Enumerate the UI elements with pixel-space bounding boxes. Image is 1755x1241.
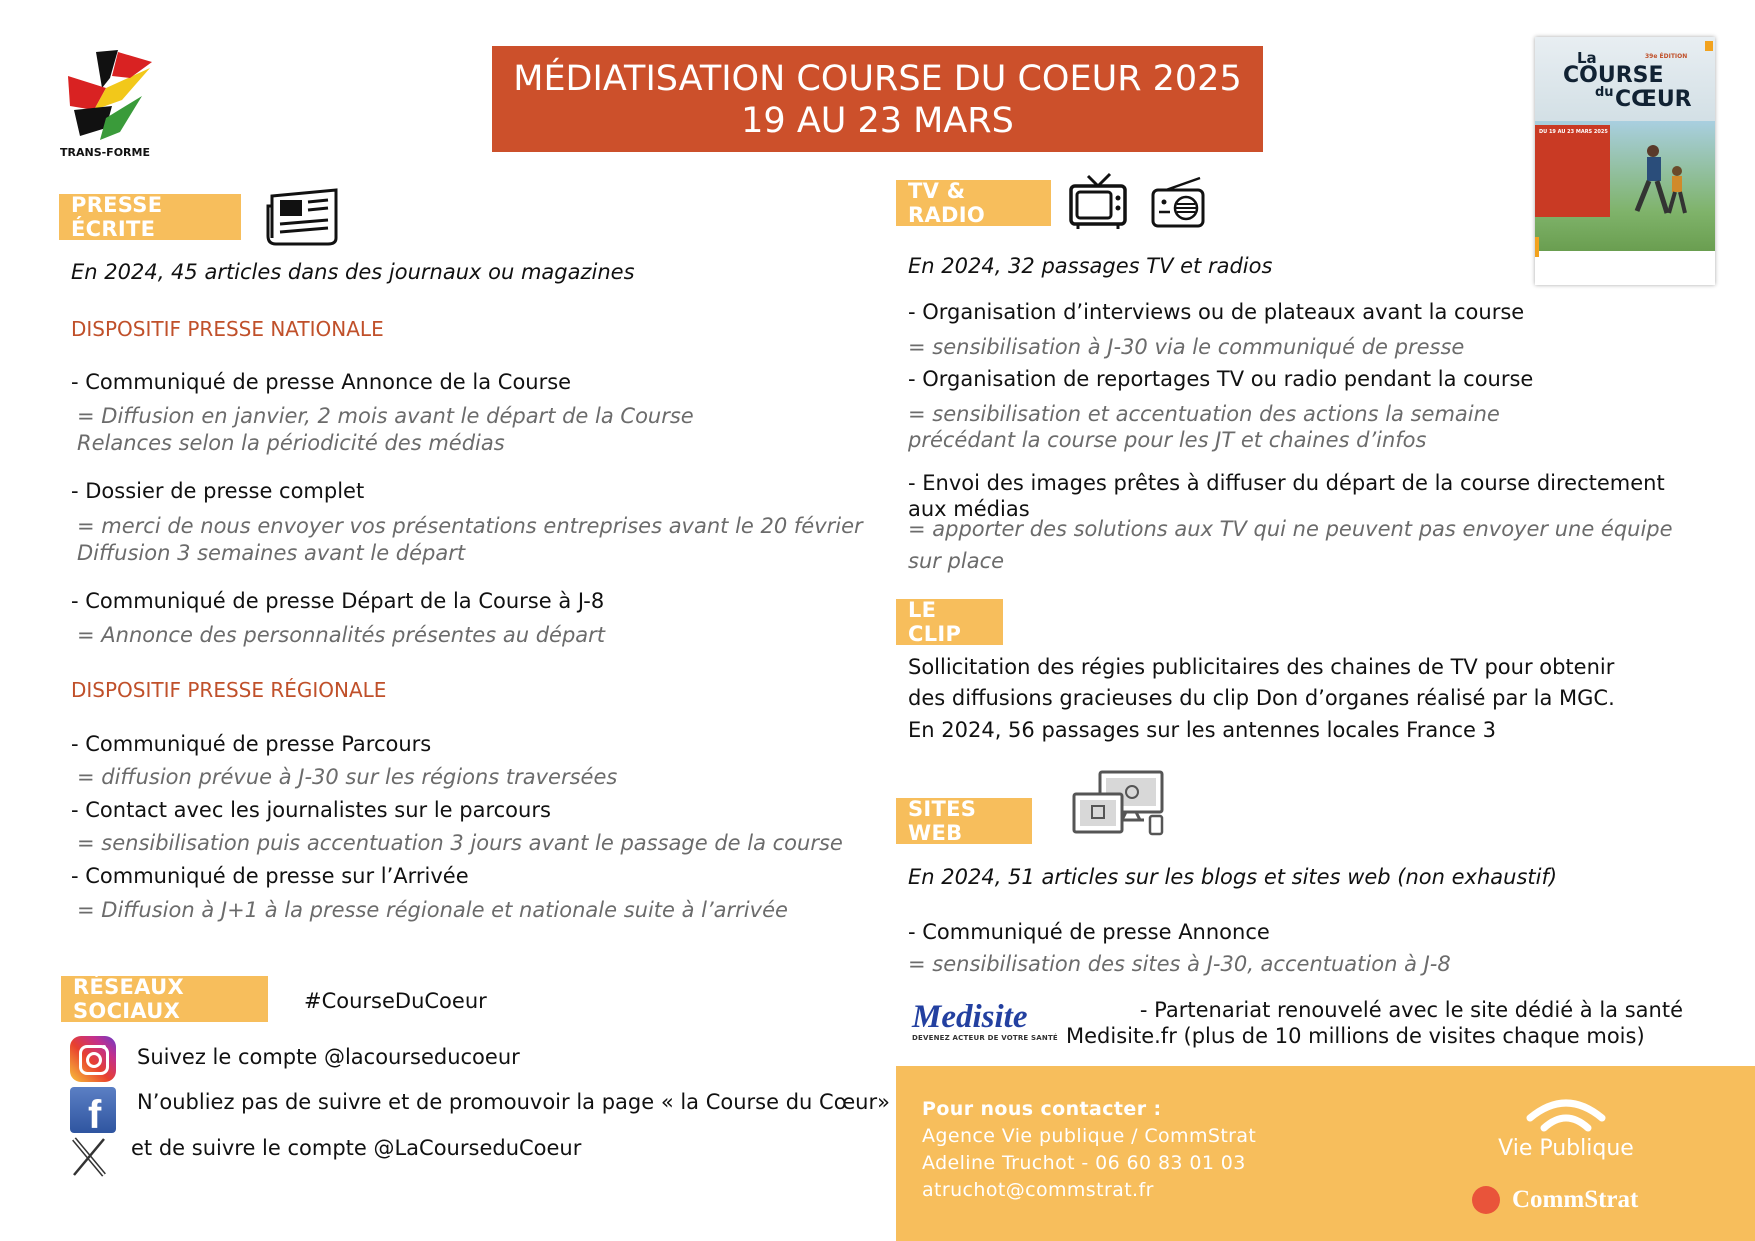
nationale-note: Relances selon la périodicité des médias [77, 431, 505, 455]
regionale-item-contact: - Contact avec les journalistes sur le parcours [71, 798, 551, 822]
poster-title-du: du [1595, 85, 1614, 100]
poster-thumbnail [1535, 37, 1715, 285]
trans-forme-text: TRANS-FORME [60, 146, 150, 159]
contact-box [896, 1066, 1755, 1241]
web-note: = sensibilisation des sites à J-30, accentuation à J-8 [908, 952, 1451, 976]
regionale-item-arrivee: - Communiqué de presse sur l’Arrivée [71, 864, 469, 888]
commstrat-logo [1472, 1186, 1638, 1214]
tv-note: précédant la course pour les JT et chaines d’infos [908, 428, 1427, 452]
facebook-text: N’oubliez pas de suivre et de promouvoir la page « la Course du Cœur» [137, 1090, 890, 1114]
hashtag: #CourseDuCoeur [304, 989, 487, 1013]
page-title: MÉDIATISATION COURSE DU COEUR 2025 [513, 59, 1242, 99]
tv-note: = apporter des solutions aux TV qui ne peuvent pas envoyer une équipe [908, 517, 1673, 541]
tv-item-reportages: - Organisation de reportages TV ou radio pendant la course [908, 367, 1534, 391]
medisite-partner-line: Medisite.fr (plus de 10 millions de visites chaque mois) [1066, 1024, 1645, 1048]
medisite-logo [912, 999, 1058, 1042]
poster-dates: DU 19 AU 23 MARS 2025 [1539, 129, 1608, 135]
commstrat-circle-icon [1472, 1186, 1500, 1214]
vie-publique-text: Vie Publique [1498, 1136, 1634, 1161]
tv-note: sur place [908, 549, 1005, 573]
regionale-note: = diffusion prévue à J-30 sur les régions traversées [77, 765, 618, 789]
poster-runner-icon [1631, 141, 1691, 221]
commstrat-text: CommStrat [1512, 1186, 1639, 1213]
newspaper-icon [262, 186, 342, 248]
presse-regionale-heading: DISPOSITIF PRESSE RÉGIONALE [71, 678, 387, 702]
web-intro: En 2024, 51 articles sur les blogs et sites web (non exhaustif) [908, 865, 1558, 889]
poster-title-coeur: CŒUR [1615, 87, 1692, 112]
x-text: et de suivre le compte @LaCourseduCoeur [131, 1136, 582, 1160]
poster-edition: 39e ÉDITION [1645, 53, 1688, 60]
instagram-text: Suivez le compte @lacourseducoeur [137, 1045, 520, 1069]
tv-note: = sensibilisation à J-30 via le communiqué de presse [908, 335, 1465, 359]
x-twitter-icon[interactable] [70, 1136, 108, 1178]
poster-title-la: La [1577, 49, 1597, 67]
medisite-tagline: DEVENEZ ACTEUR DE VOTRE SANTÉ [912, 1034, 1058, 1042]
nationale-item-depart: - Communiqué de presse Départ de la Course à J-8 [71, 589, 605, 613]
nationale-note: = Annonce des personnalités présentes au départ [77, 623, 606, 647]
tv-icon [1068, 172, 1128, 230]
wifi-icon [1524, 1096, 1608, 1136]
contact-agency: Agence Vie publique / CommStrat [922, 1125, 1257, 1147]
header-banner [492, 46, 1263, 152]
le-clip-tag: LE CLIP [896, 599, 1003, 645]
regionale-note: = sensibilisation puis accentuation 3 jours avant le passage de la course [77, 831, 843, 855]
radio-icon [1150, 176, 1206, 230]
contact-email[interactable]: atruchot@commstrat.fr [922, 1179, 1154, 1201]
contact-phone: Adeline Truchot - 06 60 83 01 03 [922, 1152, 1246, 1174]
vie-publique-logo [1496, 1096, 1636, 1161]
medisite-wordmark: Medisite [912, 999, 1028, 1035]
tv-intro: En 2024, 32 passages TV et radios [908, 254, 1273, 278]
presse-ecrite-tag: PRESSE ÉCRITE [59, 194, 241, 240]
tv-item-interviews: - Organisation d’interviews ou de plateaux avant la course [908, 300, 1525, 324]
medisite-partner-line: - Partenariat renouvelé avec le site dédié à la santé [1139, 998, 1683, 1022]
web-item-annonce: - Communiqué de presse Annonce [908, 920, 1270, 944]
nationale-item-dossier: - Dossier de presse complet [71, 479, 365, 503]
nationale-note: = Diffusion en janvier, 2 mois avant le départ de la Course [77, 404, 694, 428]
presse-intro: En 2024, 45 articles dans des journaux ou magazines [71, 260, 635, 284]
trans-forme-logo [60, 48, 160, 158]
facebook-icon[interactable]: f [70, 1087, 116, 1133]
poster-title-course: COURSE [1563, 63, 1664, 88]
regionale-item-parcours: - Communiqué de presse Parcours [71, 732, 432, 756]
poster-red-panel [1535, 125, 1610, 217]
nationale-note: = merci de nous envoyer vos présentations entreprises avant le 20 février [77, 514, 863, 538]
presse-nationale-heading: DISPOSITIF PRESSE NATIONALE [71, 317, 384, 341]
tv-radio-tag: TV & RADIO [896, 180, 1051, 226]
sites-web-tag: SITES WEB [896, 798, 1032, 844]
trans-forme-emblem-icon [60, 48, 160, 144]
regionale-note: = Diffusion à J+1 à la presse régionale et nationale suite à l’arrivée [77, 898, 788, 922]
clip-line: En 2024, 56 passages sur les antennes locales France 3 [908, 718, 1497, 742]
clip-line: Sollicitation des régies publicitaires des chaines de TV pour obtenir [908, 655, 1615, 679]
reseaux-sociaux-tag: RÉSEAUX SOCIAUX [61, 976, 268, 1022]
devices-icon [1072, 770, 1166, 836]
tv-item-images: - Envoi des images prêtes à diffuser du départ de la course directement [908, 471, 1665, 495]
page-subtitle: 19 AU 23 MARS [741, 101, 1014, 141]
nationale-note: Diffusion 3 semaines avant le départ [77, 541, 466, 565]
nationale-item-annonce: - Communiqué de presse Annonce de la Course [71, 370, 572, 394]
contact-title: Pour nous contacter : [922, 1098, 1162, 1120]
clip-line: des diffusions gracieuses du clip Don d’organes réalisé par la MGC. [908, 686, 1615, 710]
tv-note: = sensibilisation et accentuation des actions la semaine [908, 402, 1500, 426]
instagram-icon[interactable] [70, 1036, 116, 1082]
tv-item-images-cont: aux médias [908, 497, 1030, 521]
